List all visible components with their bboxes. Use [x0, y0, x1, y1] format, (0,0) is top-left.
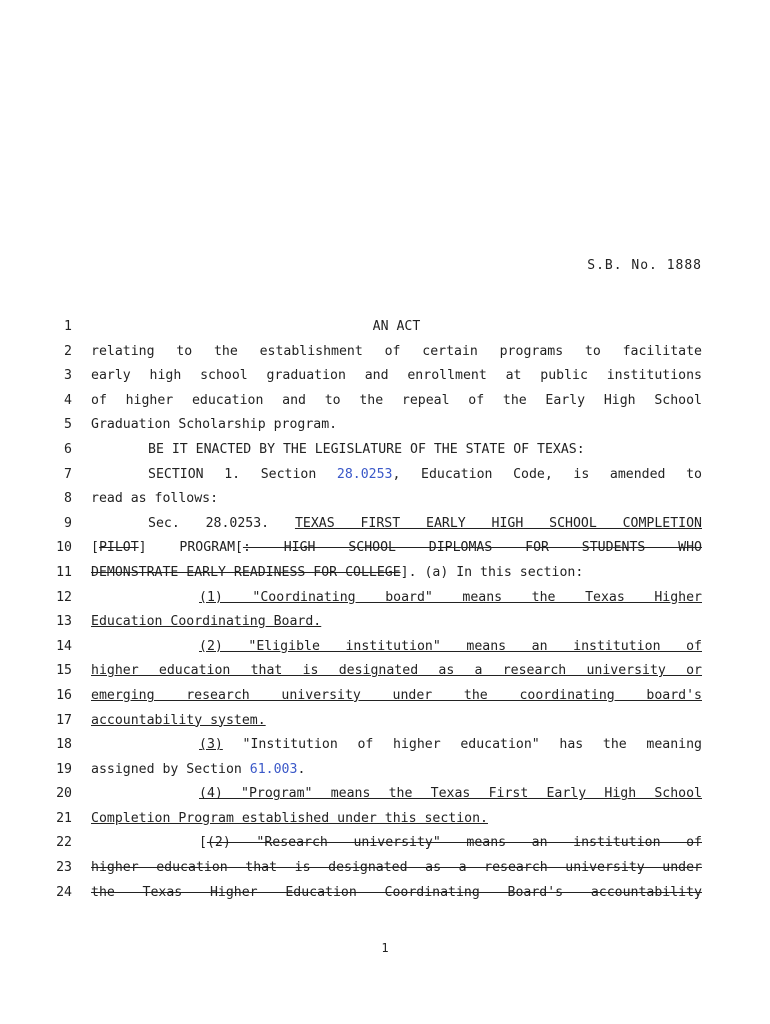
deleted-text: (2) "Research university" means an institution of — [206, 835, 702, 851]
inserted-text: (1) "Coordinating board" means the Texas Higher — [199, 589, 702, 605]
line-number: 4 — [64, 392, 72, 408]
act-title: AN ACT — [372, 319, 421, 334]
line-number: 16 — [56, 687, 72, 703]
text-line — [0, 785, 770, 810]
line-number: 13 — [56, 614, 72, 630]
inserted-text: accountability system. — [91, 712, 266, 728]
line-text — [91, 810, 702, 828]
deleted-text: the Texas Higher Education Coordinating Board's accountability — [91, 884, 702, 900]
section-link[interactable]: 28.0253 — [336, 466, 393, 482]
deleted-text: higher education that is designated as a research university under — [91, 860, 702, 876]
line-number: 23 — [56, 860, 72, 876]
text-line — [0, 638, 770, 663]
inserted-text: higher education that is designated as a research university or — [91, 663, 702, 679]
line-number: 15 — [56, 663, 72, 679]
text-line — [0, 761, 770, 786]
line-number: 3 — [64, 368, 72, 384]
line-text — [91, 564, 702, 582]
line-number: 6 — [64, 441, 72, 457]
text-line — [0, 466, 770, 491]
line-text — [91, 539, 702, 557]
text-line — [0, 712, 770, 737]
deleted-text: DEMONSTRATE EARLY READINESS FOR COLLEGE — [91, 564, 401, 580]
line-number: 20 — [56, 786, 72, 802]
inserted-text: (4) "Program" means the Texas First Early High School — [199, 786, 702, 802]
inserted-text: (3) — [199, 737, 223, 753]
text-line — [0, 884, 770, 909]
line-text-part: [ — [91, 540, 99, 556]
text-line — [0, 810, 770, 835]
text-line — [0, 416, 770, 441]
line-text — [91, 515, 702, 533]
text-line — [0, 613, 770, 638]
deleted-text: : HIGH SCHOOL DIPLOMAS FOR STUDENTS WHO — [242, 540, 702, 556]
line-text-part: assigned by Section — [91, 761, 250, 777]
line-number: 9 — [64, 515, 72, 531]
inserted-text: emerging research university under the coordinating board's — [91, 687, 702, 703]
line-number: 10 — [56, 540, 72, 556]
line-text-part: "Institution of higher education" has the meaning — [222, 737, 702, 753]
line-number: 18 — [56, 737, 72, 753]
line-text-part: . — [297, 761, 306, 777]
line-number: 11 — [56, 564, 72, 580]
line-text-part: Sec. 28.0253. — [148, 515, 295, 531]
line-text — [91, 761, 702, 779]
line-text — [91, 834, 702, 852]
text-line — [0, 589, 770, 614]
text-line — [0, 859, 770, 884]
line-text: relating to the establishment of certain programs to facilitate — [91, 343, 702, 359]
bill-text — [0, 318, 770, 908]
text-line — [0, 318, 770, 343]
line-text-part: , Education Code, is amended to — [392, 466, 702, 482]
line-text — [91, 785, 702, 803]
line-text — [91, 884, 702, 902]
text-line — [0, 662, 770, 687]
line-text-part: SECTION 1. Section — [148, 466, 337, 482]
text-line — [0, 441, 770, 466]
inserted-text: TEXAS FIRST EARLY HIGH SCHOOL COMPLETION — [294, 515, 702, 531]
line-number: 22 — [56, 835, 72, 851]
inserted-text: Completion Program established under this section. — [91, 810, 488, 826]
line-number: 14 — [56, 638, 72, 654]
line-text — [91, 736, 702, 754]
line-number: 8 — [64, 491, 72, 507]
text-line — [0, 736, 770, 761]
line-text — [91, 662, 702, 680]
deleted-text: PILOT — [98, 540, 139, 556]
text-line — [0, 392, 770, 417]
text-line — [0, 515, 770, 540]
line-number: 17 — [56, 712, 72, 728]
line-text — [91, 613, 702, 631]
line-text — [91, 466, 702, 484]
text-line — [0, 564, 770, 589]
line-text: Graduation Scholarship program. — [91, 417, 338, 433]
line-number: 19 — [56, 761, 72, 777]
line-text — [91, 687, 702, 705]
line-text: early high school graduation and enrollment at public institutions — [91, 368, 702, 384]
line-text — [91, 712, 702, 730]
line-number: 12 — [56, 589, 72, 605]
line-text: read as follows: — [91, 491, 219, 507]
line-number: 1 — [64, 319, 72, 334]
section-link[interactable]: 61.003 — [249, 761, 298, 777]
line-number: 7 — [64, 466, 72, 482]
text-line — [0, 687, 770, 712]
line-text-part: ] PROGRAM[ — [138, 540, 243, 556]
inserted-text: (2) "Eligible institution" means an institution of — [199, 638, 702, 654]
line-text — [91, 859, 702, 877]
text-line — [0, 490, 770, 515]
inserted-text: Education Coordinating Board. — [91, 614, 322, 630]
line-text: of higher education and to the repeal of the Early High School — [91, 392, 702, 408]
line-text — [91, 638, 702, 656]
line-text — [91, 589, 702, 607]
line-number: 21 — [56, 810, 72, 826]
enacting-clause: BE IT ENACTED BY THE LEGISLATURE OF THE STATE OF TEXAS: — [148, 441, 585, 457]
text-line — [0, 834, 770, 859]
bill-number: S.B. No. 1888 — [587, 258, 702, 273]
line-number: 24 — [56, 884, 72, 900]
text-line — [0, 367, 770, 392]
text-line — [0, 539, 770, 564]
text-line — [0, 343, 770, 368]
page-number: 1 — [381, 941, 389, 955]
line-text-part: ]. (a) In this section: — [400, 564, 584, 580]
line-text-part: [ — [199, 835, 207, 851]
line-number: 5 — [64, 417, 72, 433]
line-number: 2 — [64, 343, 72, 359]
